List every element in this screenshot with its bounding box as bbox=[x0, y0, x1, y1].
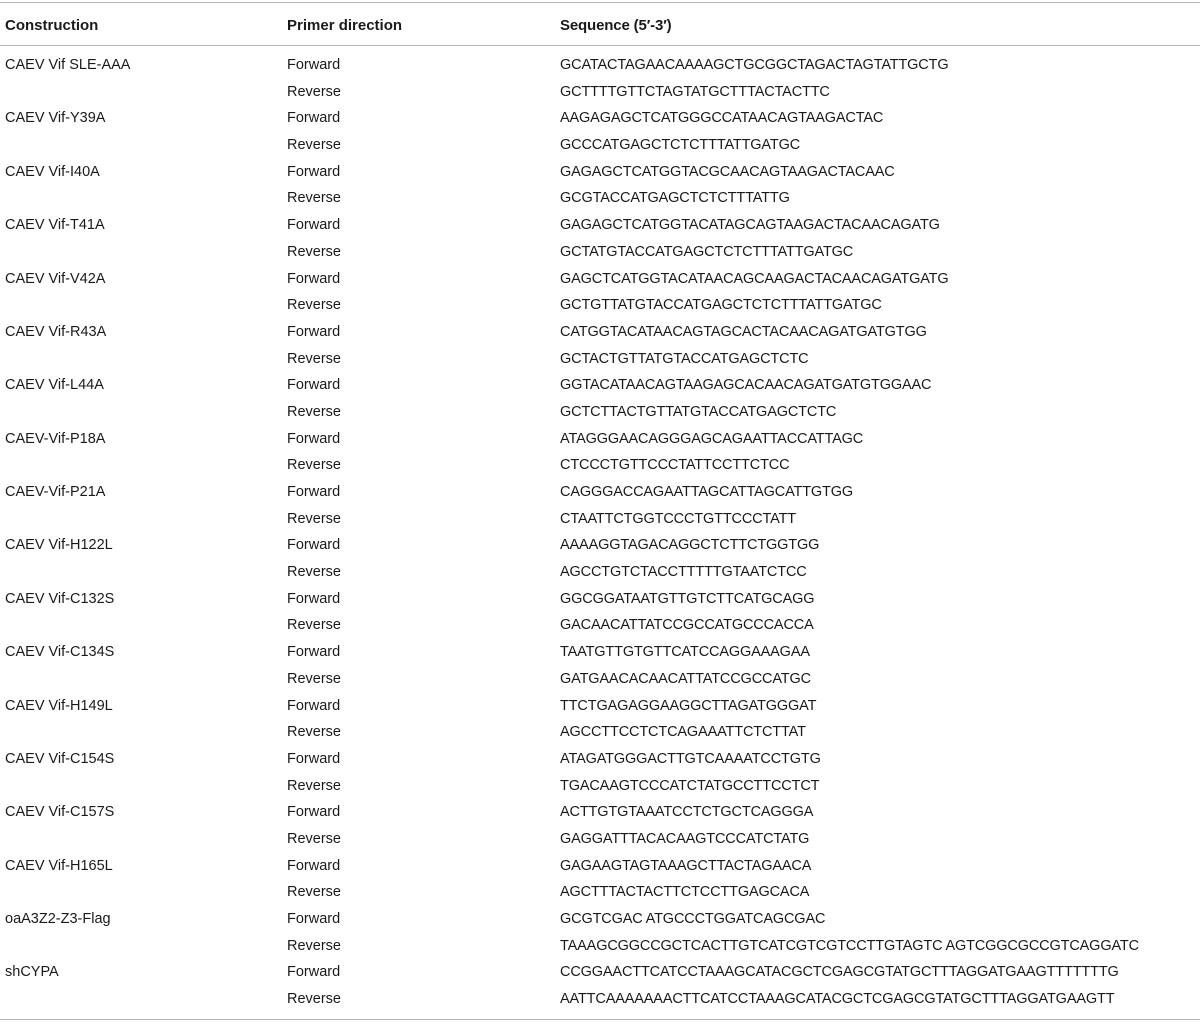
cell-construction: CAEV-Vif-P18A bbox=[5, 430, 106, 447]
cell-construction: CAEV Vif-C157S bbox=[5, 804, 115, 821]
table-row bbox=[0, 693, 1200, 720]
cell-primer-direction: Forward bbox=[287, 484, 341, 500]
cell-sequence: AGCCTTCCTCTCAGAAATTCTCTTAT bbox=[560, 724, 806, 741]
table-body bbox=[0, 52, 1200, 1013]
cell-primer-direction: Reverse bbox=[287, 457, 341, 474]
table-row bbox=[0, 559, 1200, 586]
table-row bbox=[0, 239, 1200, 266]
cell-primer-direction: Reverse bbox=[287, 670, 341, 687]
cell-primer-direction: Forward bbox=[287, 110, 341, 127]
cell-sequence: GCTATGTACCATGAGCTCTCTTTATTGATGC bbox=[560, 243, 854, 260]
cell-primer-direction: Reverse bbox=[287, 777, 341, 794]
table-row bbox=[0, 159, 1200, 186]
cell-sequence: CAGGGACCAGAATTAGCATTAGCATTGTGG bbox=[560, 484, 854, 500]
cell-sequence: CCGGAACTTCATCCTAAAGCATACGCTCGAGCGTATGCTTTAGGATGAAGTTTTTTTG bbox=[560, 964, 1119, 981]
cell-primer-direction: Reverse bbox=[287, 403, 341, 420]
cell-primer-direction: Reverse bbox=[287, 297, 341, 314]
cell-primer-direction: Forward bbox=[287, 697, 341, 714]
cell-construction: CAEV Vif-L44A bbox=[5, 377, 104, 394]
cell-sequence: GGTACATAACAGTAAGAGCACAACAGATGATGTGGAAC bbox=[560, 377, 932, 394]
cell-primer-direction: Reverse bbox=[287, 564, 341, 581]
table-row bbox=[0, 372, 1200, 399]
cell-construction: CAEV Vif SLE-AAA bbox=[5, 57, 131, 73]
cell-sequence: AAAAGGTAGACAGGCTCTTCTGGTGG bbox=[560, 537, 820, 554]
cell-sequence: AGCTTTACTACTTCTCCTTGAGCACA bbox=[560, 884, 810, 901]
cell-sequence: GAGAGCTCATGGTACATAGCAGTAAGACTACAACAGATG bbox=[560, 217, 940, 234]
table-row bbox=[0, 506, 1200, 533]
table-bottom-rule bbox=[0, 1019, 1200, 1020]
cell-sequence: AAGAGAGCTCATGGGCCATAACAGTAAGACTAC bbox=[560, 110, 884, 127]
cell-sequence: GCGTCGAC ATGCCCTGGATCAGCGAC bbox=[560, 911, 826, 927]
cell-sequence: GGCGGATAATGTTGTCTTCATGCAGG bbox=[560, 590, 815, 607]
table-row bbox=[0, 586, 1200, 613]
cell-sequence: AGCCTGTCTACCTTTTTGTAATCTCC bbox=[560, 564, 807, 581]
cell-sequence: GAGAAGTAGTAAAGCTTACTAGAACA bbox=[560, 857, 812, 874]
table-row bbox=[0, 319, 1200, 346]
cell-primer-direction: Forward bbox=[287, 57, 341, 73]
cell-primer-direction: Forward bbox=[287, 323, 341, 340]
cell-sequence: GCCCATGAGCTCTCTTTATTGATGC bbox=[560, 137, 801, 154]
table-row bbox=[0, 773, 1200, 800]
cell-primer-direction: Forward bbox=[287, 911, 341, 927]
table-row bbox=[0, 826, 1200, 853]
cell-construction: CAEV Vif-C132S bbox=[5, 590, 115, 607]
cell-sequence: GACAACATTATCCGCCATGCCCACCA bbox=[560, 617, 814, 634]
cell-sequence: GCATACTAGAACAAAAGCTGCGGCTAGACTAGTATTGCTG bbox=[560, 57, 949, 73]
cell-primer-direction: Forward bbox=[287, 377, 341, 394]
header-construction: Construction bbox=[5, 17, 99, 34]
table-row bbox=[0, 79, 1200, 106]
table-row bbox=[0, 666, 1200, 693]
table-row bbox=[0, 799, 1200, 826]
cell-construction: CAEV Vif-I40A bbox=[5, 163, 100, 180]
cell-sequence: ATAGGGAACAGGGAGCAGAATTACCATTAGC bbox=[560, 430, 864, 447]
cell-primer-direction: Reverse bbox=[287, 350, 341, 367]
table-row bbox=[0, 292, 1200, 319]
table-row bbox=[0, 853, 1200, 880]
cell-sequence: GCTACTGTTATGTACCATGAGCTCTC bbox=[560, 350, 809, 367]
cell-sequence: CTAATTCTGGTCCCTGTTCCCTATT bbox=[560, 510, 796, 527]
cell-sequence: GAGGATTTACACAAGTCCCATCTATG bbox=[560, 830, 810, 847]
cell-primer-direction: Forward bbox=[287, 750, 341, 767]
cell-primer-direction: Reverse bbox=[287, 830, 341, 847]
table-row bbox=[0, 212, 1200, 239]
cell-construction: oaA3Z2-Z3-Flag bbox=[5, 911, 111, 927]
table-row bbox=[0, 933, 1200, 960]
table-row bbox=[0, 185, 1200, 212]
table-row bbox=[0, 906, 1200, 933]
table-row bbox=[0, 532, 1200, 559]
cell-primer-direction: Reverse bbox=[287, 884, 341, 901]
header-primer-direction: Primer direction bbox=[287, 17, 403, 34]
cell-sequence: TAATGTTGTGTTCATCCAGGAAAGAA bbox=[560, 644, 810, 661]
table-row bbox=[0, 986, 1200, 1013]
cell-primer-direction: Forward bbox=[287, 590, 341, 607]
cell-primer-direction: Forward bbox=[287, 430, 341, 447]
cell-sequence: ATAGATGGGACTTGTCAAAATCCTGTG bbox=[560, 750, 821, 767]
cell-primer-direction: Forward bbox=[287, 964, 341, 981]
table-row bbox=[0, 426, 1200, 453]
cell-sequence: GCTCTTACTGTTATGTACCATGAGCTCTC bbox=[560, 403, 837, 420]
cell-primer-direction: Reverse bbox=[287, 510, 341, 527]
cell-construction: CAEV Vif-R43A bbox=[5, 323, 107, 340]
table-row bbox=[0, 266, 1200, 293]
cell-sequence: TTCTGAGAGGAAGGCTTAGATGGGAT bbox=[560, 697, 817, 714]
cell-primer-direction: Forward bbox=[287, 270, 341, 287]
header-sequence: Sequence (5′-3′) bbox=[560, 17, 672, 34]
cell-primer-direction: Reverse bbox=[287, 83, 341, 100]
cell-primer-direction: Reverse bbox=[287, 991, 341, 1008]
cell-sequence: GATGAACACAACATTATCCGCCATGC bbox=[560, 670, 811, 687]
cell-construction: CAEV Vif-H149L bbox=[5, 697, 113, 714]
table-row bbox=[0, 612, 1200, 639]
table-header-rule bbox=[0, 45, 1200, 46]
cell-primer-direction: Forward bbox=[287, 163, 341, 180]
cell-primer-direction: Forward bbox=[287, 217, 341, 234]
table-row bbox=[0, 132, 1200, 159]
cell-primer-direction: Forward bbox=[287, 804, 341, 821]
cell-sequence: CTCCCTGTTCCCTATTCCTTCTCC bbox=[560, 457, 790, 474]
table-row bbox=[0, 105, 1200, 132]
cell-construction: CAEV Vif-C154S bbox=[5, 750, 115, 767]
cell-construction: CAEV Vif-H122L bbox=[5, 537, 113, 554]
cell-primer-direction: Reverse bbox=[287, 724, 341, 741]
cell-sequence: CATGGTACATAACAGTAGCACTACAACAGATGATGTGG bbox=[560, 323, 927, 340]
cell-construction: CAEV Vif-C134S bbox=[5, 644, 115, 661]
cell-construction: shCYPA bbox=[5, 964, 59, 981]
cell-sequence: AATTCAAAAAAACTTCATCCTAAAGCATACGCTCGAGCGTATGCTTTAGGATGAAGTT bbox=[560, 991, 1115, 1008]
table-row bbox=[0, 399, 1200, 426]
cell-sequence: ACTTGTGTAAATCCTCTGCTCAGGGA bbox=[560, 804, 814, 821]
table-row bbox=[0, 639, 1200, 666]
cell-primer-direction: Forward bbox=[287, 537, 341, 554]
table-header bbox=[0, 0, 1200, 46]
cell-primer-direction: Reverse bbox=[287, 617, 341, 634]
cell-primer-direction: Reverse bbox=[287, 937, 341, 954]
cell-primer-direction: Forward bbox=[287, 857, 341, 874]
cell-sequence: GCTTTTGTTCTAGTATGCTTTACTACTTC bbox=[560, 83, 830, 100]
cell-primer-direction: Reverse bbox=[287, 243, 341, 260]
cell-primer-direction: Reverse bbox=[287, 190, 341, 207]
cell-sequence: GAGAGCTCATGGTACGCAACAGTAAGACTACAAC bbox=[560, 163, 895, 180]
cell-construction: CAEV-Vif-P21A bbox=[5, 484, 106, 500]
table-row bbox=[0, 452, 1200, 479]
cell-primer-direction: Forward bbox=[287, 644, 341, 661]
cell-construction: CAEV Vif-T41A bbox=[5, 217, 105, 234]
cell-primer-direction: Reverse bbox=[287, 137, 341, 154]
table-row bbox=[0, 746, 1200, 773]
cell-sequence: GCTGTTATGTACCATGAGCTCTCTTTATTGATGC bbox=[560, 297, 882, 314]
table-row bbox=[0, 479, 1200, 506]
cell-construction: CAEV Vif-V42A bbox=[5, 270, 106, 287]
table-row bbox=[0, 719, 1200, 746]
table-row bbox=[0, 346, 1200, 373]
table-row bbox=[0, 959, 1200, 986]
table-row bbox=[0, 52, 1200, 79]
table-row bbox=[0, 879, 1200, 906]
cell-sequence: TAAAGCGGCCGCTCACTTGTCATCGTCGTCCTTGTAGTC AGTCGGCGCCGTCAGGATC bbox=[560, 937, 1139, 954]
cell-construction: CAEV Vif-H165L bbox=[5, 857, 113, 874]
cell-construction: CAEV Vif-Y39A bbox=[5, 110, 106, 127]
cell-sequence: TGACAAGTCCCATCTATGCCTTCCTCT bbox=[560, 777, 820, 794]
cell-sequence: GCGTACCATGAGCTCTCTTTATTG bbox=[560, 190, 790, 207]
cell-sequence: GAGCTCATGGTACATAACAGCAAGACTACAACAGATGATG bbox=[560, 270, 949, 287]
